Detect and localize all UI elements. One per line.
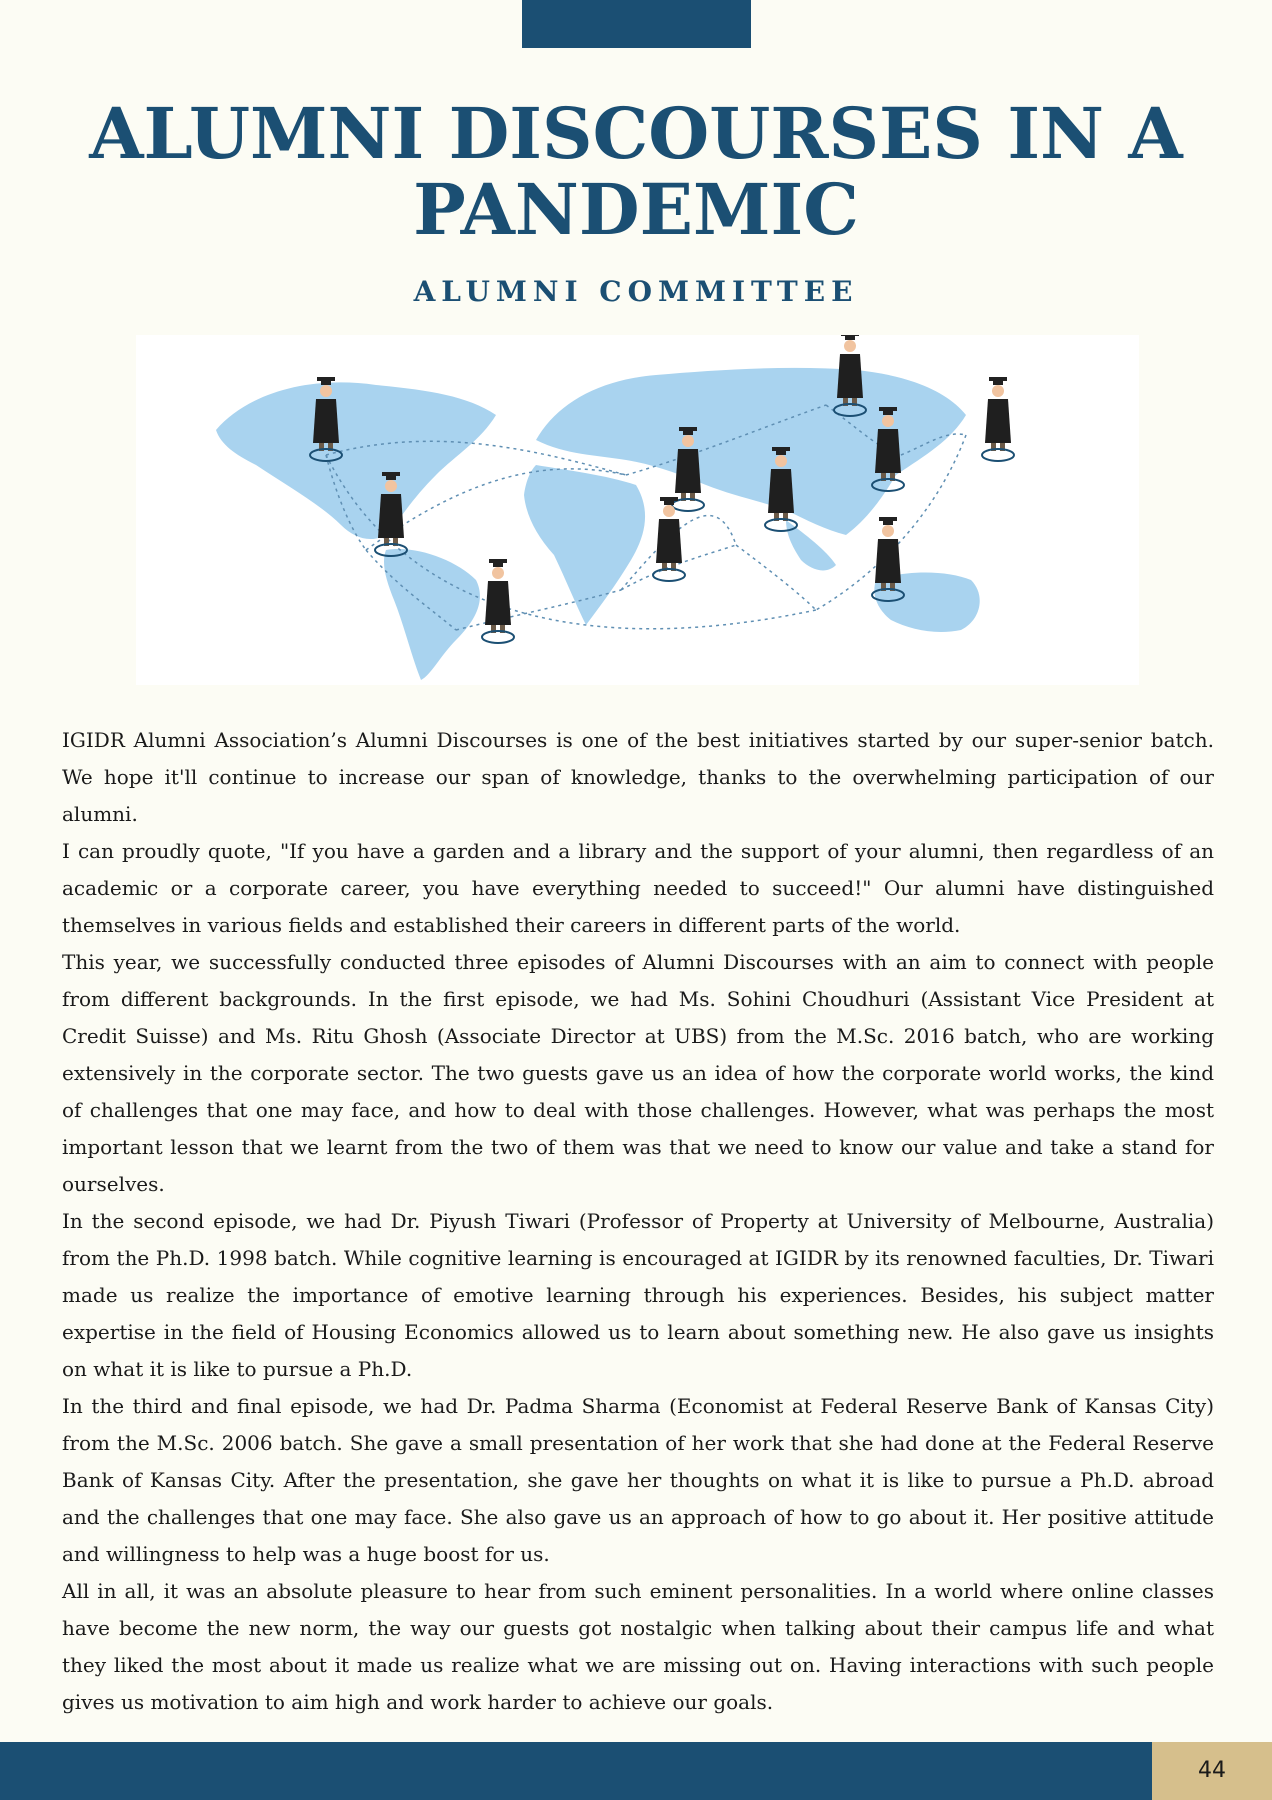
article-paragraph: This year, we successfully conducted three episodes of Alumni Discourses with an aim to connect with people from different backgrounds. In the first episode, we had Ms. Sohini Choudhuri (Assistant Vice President at Credit Suisse) and Ms. Ritu Ghosh (Associate Director at UBS) from the M.Sc. 2016 batch, who are working extensively in the corporate sector. The two guests gave us an idea of how the corporate world works, the kind of challenges that one may face, and how to deal with those challenges. However, what was perhaps the most important lesson that we learnt from the two of them was that we need to know our value and take a stand for ourselves. (62, 950, 1214, 1196)
article-body (62, 722, 1214, 1721)
footer-bar (0, 1742, 1152, 1800)
hero-illustration (136, 335, 1139, 685)
article-paragraph: All in all, it was an absolute pleasure to hear from such eminent personalities. In a world where online classes have become the new norm, the way our guests got nostalgic when talking about their campus life and what they liked the most about it made us realize what we are missing out on. Having interactions with such people gives us motivation to aim high and work harder to achieve our goals. (62, 1579, 1214, 1714)
article-paragraph: I can proudly quote, "If you have a garden and a library and the support of your alumni, then regardless of an academic or a corporate career, you have everything needed to succeed!" Our alumni have distinguished themselves in various fields and established their careers in different parts of the world. (62, 839, 1214, 937)
page-title: ALUMNI DISCOURSES IN A PANDEMIC (89, 92, 1183, 251)
page-subtitle: ALUMNI COMMITTEE (413, 275, 859, 308)
world-map-network-icon (136, 335, 1139, 685)
article-paragraph: In the third and final episode, we had Dr. Padma Sharma (Economist at Federal Reserve Bank of Kansas City) from the M.Sc. 2006 batch. She gave a small presentation of her work that she had done at the Federal Reserve Bank of Kansas City. After the presentation, she gave her thoughts on what it is like to pursue a Ph.D. abroad and the challenges that one may face. She also gave us an approach of how to go about it. Her positive attitude and willingness to help was a huge boost for us. (62, 1394, 1214, 1566)
page-number: 44 (1152, 1742, 1272, 1800)
article-paragraph: IGIDR Alumni Association’s Alumni Discourses is one of the best initiatives started by our super-senior batch. We hope it'll continue to increase our span of knowledge, thanks to the overwhelming participation of our alumni. (62, 728, 1214, 826)
top-accent-bar (522, 0, 751, 48)
article-paragraph: In the second episode, we had Dr. Piyush Tiwari (Professor of Property at University of Melbourne, Australia) from the Ph.D. 1998 batch. While cognitive learning is encouraged at IGIDR by its renowned faculties, Dr. Tiwari made us realize the importance of emotive learning through his experiences. Besides, his subject matter expertise in the field of Housing Economics allowed us to learn about something new. He also gave us insights on what it is like to pursue a Ph.D. (62, 1209, 1214, 1381)
